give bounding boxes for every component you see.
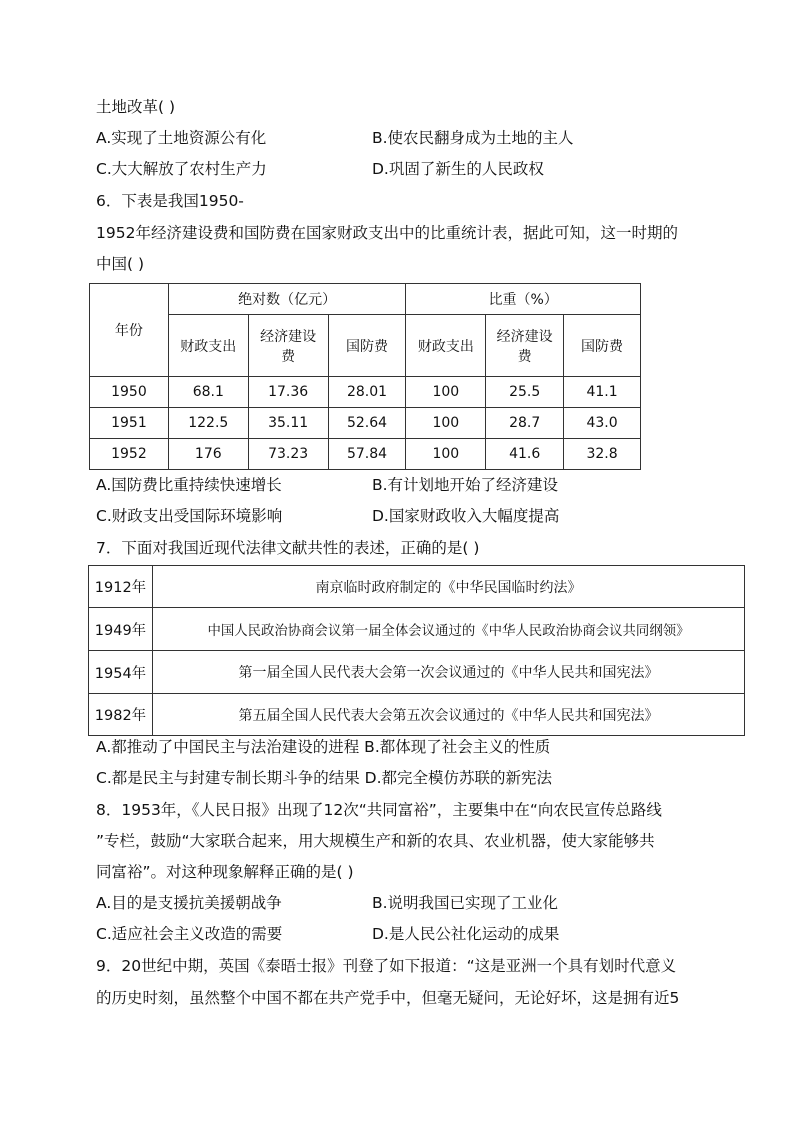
table-cell: 57.84 — [328, 439, 406, 470]
q7-stem: 7．下面对我国近现代法律文献共性的表述，正确的是( ) — [96, 539, 480, 557]
law-title: 第一届全国人民代表大会第一次会议通过的《中华人民共和国宪法》 — [152, 651, 744, 694]
table-cell: 35.11 — [248, 408, 328, 439]
table-header-percentage: 比重（%） — [406, 284, 641, 315]
law-year: 1954年 — [89, 651, 153, 694]
table-subheader: 财政支出 — [406, 315, 486, 377]
q8-option-d[interactable]: D.是人民公社化运动的成果 — [372, 925, 560, 943]
table-cell: 28.7 — [486, 408, 564, 439]
table-row — [90, 377, 641, 408]
table-cell: 100 — [406, 408, 486, 439]
table-cell: 32.8 — [564, 439, 641, 470]
law-year: 1949年 — [89, 608, 153, 651]
q7-law-table — [88, 565, 745, 736]
table-subheader: 国防费 — [564, 315, 641, 377]
table-subheader: 经济建设费 — [486, 315, 564, 377]
q6-stem-line2: 1952年经济建设费和国防费在国家财政支出中的比重统计表，据此可知，这一时期的 — [96, 224, 678, 242]
q8-stem-line3: 同富裕”。对这种现象解释正确的是( ) — [96, 863, 354, 881]
table-cell: 73.23 — [248, 439, 328, 470]
table-cell: 100 — [406, 439, 486, 470]
q6-option-b[interactable]: B.有计划地开始了经济建设 — [372, 476, 559, 494]
q8-stem-line1: 8．1953年，《人民日报》出现了12次“共同富裕”，主要集中在“向农民宣传总路线 — [96, 801, 662, 819]
law-title: 第五届全国人民代表大会第五次会议通过的《中华人民共和国宪法》 — [152, 694, 744, 736]
table-cell: 43.0 — [564, 408, 641, 439]
table-cell: 41.6 — [486, 439, 564, 470]
table-subheader: 经济建设费 — [248, 315, 328, 377]
table-cell: 176 — [168, 439, 248, 470]
table-subheader: 国防费 — [328, 315, 406, 377]
q7-options-line2[interactable]: C.都是民主与封建专制长期斗争的结果 D.都完全模仿苏联的新宪法 — [96, 769, 553, 787]
q5-option-c[interactable]: C.大大解放了农村生产力 — [96, 160, 267, 178]
q8-option-c[interactable]: C.适应社会主义改造的需要 — [96, 925, 283, 943]
table-header-year: 年份 — [90, 284, 169, 377]
q6-option-a[interactable]: A.国防费比重持续快速增长 — [96, 476, 282, 494]
table-row — [90, 439, 641, 470]
q5-option-a[interactable]: A.实现了土地资源公有化 — [96, 129, 267, 147]
table-cell: 52.64 — [328, 408, 406, 439]
table-row — [89, 608, 745, 651]
q6-stem-line3: 中国( ) — [96, 255, 145, 273]
table-row — [89, 566, 745, 608]
table-row — [89, 694, 745, 736]
table-cell: 1952 — [90, 439, 169, 470]
q6-option-c[interactable]: C.财政支出受国际环境影响 — [96, 507, 283, 525]
law-title: 南京临时政府制定的《中华民国临时约法》 — [152, 566, 744, 608]
table-cell: 41.1 — [564, 377, 641, 408]
table-row — [90, 408, 641, 439]
q5-option-d[interactable]: D.巩固了新生的人民政权 — [372, 160, 544, 178]
law-year: 1982年 — [89, 694, 153, 736]
table-cell: 17.36 — [248, 377, 328, 408]
q5-stem-tail: 土地改革( ) — [96, 98, 176, 116]
q7-options-line1[interactable]: A.都推动了中国民主与法治建设的进程 B.都体现了社会主义的性质 — [96, 738, 551, 756]
q8-option-a[interactable]: A.目的是支援抗美援朝战争 — [96, 894, 282, 912]
table-cell: 1950 — [90, 377, 169, 408]
table-cell: 25.5 — [486, 377, 564, 408]
q9-stem-line1: 9．20世纪中期，英国《泰晤士报》刊登了如下报道：“这是亚洲一个具有划时代意义 — [96, 957, 677, 975]
q8-stem-line2: ”专栏，鼓励“大家联合起来，用大规模生产和新的农具、农业机器，使大家能够共 — [96, 832, 655, 850]
table-cell: 28.01 — [328, 377, 406, 408]
table-cell: 68.1 — [168, 377, 248, 408]
table-row — [89, 651, 745, 694]
q8-option-b[interactable]: B.说明我国已实现了工业化 — [372, 894, 559, 912]
q9-stem-line2: 的历史时刻，虽然整个中国不都在共产党手中，但毫无疑问，无论好坏，这是拥有近5 — [96, 989, 680, 1007]
table-cell: 122.5 — [168, 408, 248, 439]
q6-stem-line1: 6．下表是我国1950- — [96, 192, 244, 210]
q6-data-table — [89, 283, 641, 470]
table-cell: 1951 — [90, 408, 169, 439]
table-cell: 100 — [406, 377, 486, 408]
q5-option-b[interactable]: B.使农民翻身成为土地的主人 — [372, 129, 574, 147]
table-header-absolute: 绝对数（亿元） — [168, 284, 406, 315]
law-title: 中国人民政治协商会议第一届全体会议通过的《中华人民政治协商会议共同纲领》 — [152, 608, 744, 651]
q6-option-d[interactable]: D.国家财政收入大幅度提高 — [372, 507, 560, 525]
table-subheader: 财政支出 — [168, 315, 248, 377]
law-year: 1912年 — [89, 566, 153, 608]
